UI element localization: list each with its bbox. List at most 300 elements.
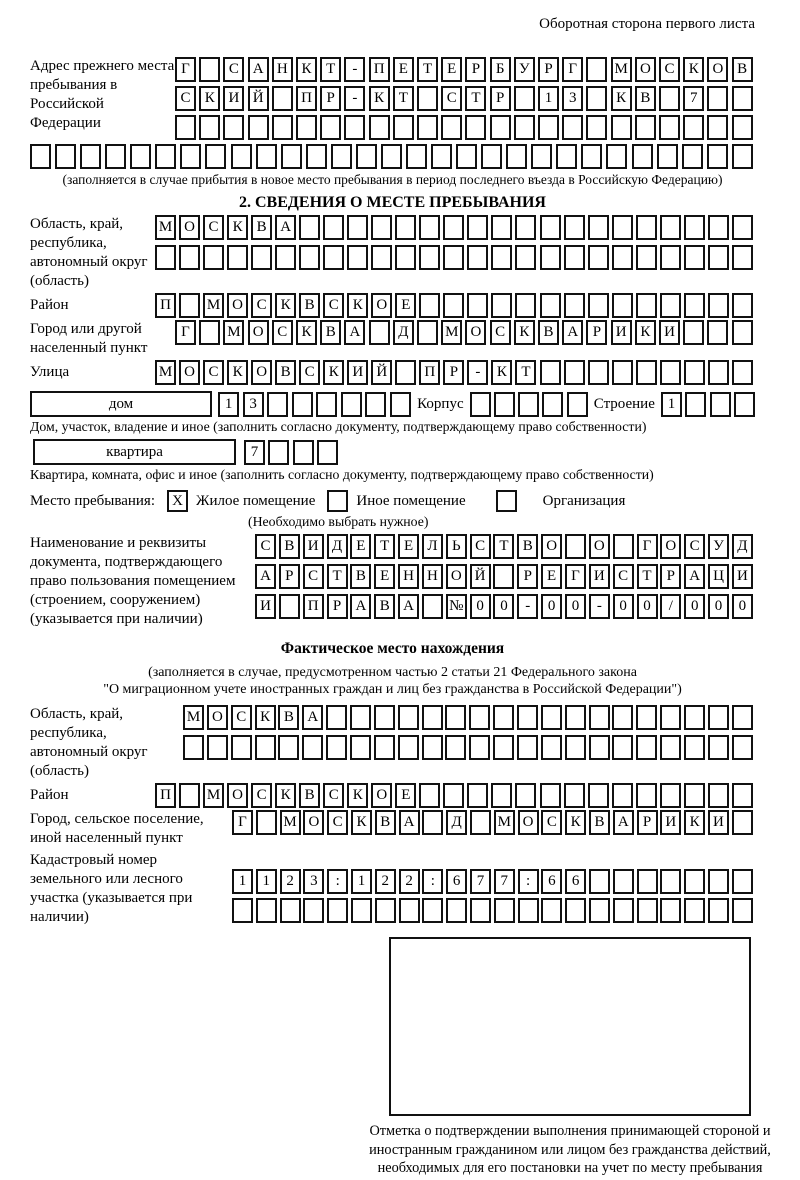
char-cell[interactable] (707, 144, 728, 169)
char-cell[interactable]: Й (470, 564, 491, 589)
char-cell[interactable]: О (541, 534, 562, 559)
char-cell[interactable]: С (272, 320, 293, 345)
char-cell[interactable] (684, 735, 705, 760)
char-cell[interactable]: В (279, 534, 300, 559)
char-cell[interactable] (589, 898, 610, 923)
char-cell[interactable]: П (369, 57, 390, 82)
char-cell[interactable]: М (203, 783, 224, 808)
char-cell[interactable] (179, 783, 200, 808)
char-cell[interactable]: П (155, 783, 176, 808)
char-cell[interactable]: С (470, 534, 491, 559)
char-cell[interactable] (490, 115, 511, 140)
char-cell[interactable] (446, 898, 467, 923)
char-cell[interactable] (588, 245, 609, 270)
char-cell[interactable]: Т (327, 564, 348, 589)
char-cell[interactable] (660, 735, 681, 760)
char-cell[interactable] (280, 898, 301, 923)
char-cell[interactable] (606, 144, 627, 169)
char-cell[interactable] (371, 245, 392, 270)
char-cell[interactable] (493, 705, 514, 730)
char-cell[interactable]: Т (637, 564, 658, 589)
char-cell[interactable]: Г (175, 57, 196, 82)
char-cell[interactable] (708, 293, 729, 318)
char-cell[interactable] (268, 440, 289, 465)
char-cell[interactable] (306, 144, 327, 169)
char-cell[interactable] (538, 115, 559, 140)
char-cell[interactable] (347, 245, 368, 270)
char-cell[interactable] (684, 245, 705, 270)
char-cell[interactable]: В (517, 534, 538, 559)
char-cell[interactable] (565, 735, 586, 760)
char-cell[interactable]: - (344, 86, 365, 111)
char-cell[interactable] (256, 898, 277, 923)
char-cell[interactable] (417, 115, 438, 140)
char-cell[interactable] (256, 144, 277, 169)
char-cell[interactable]: С (299, 360, 320, 385)
char-cell[interactable]: 1 (351, 869, 372, 894)
char-cell[interactable] (636, 735, 657, 760)
char-cell[interactable]: Г (565, 564, 586, 589)
char-cell[interactable]: 7 (470, 869, 491, 894)
char-cell[interactable] (55, 144, 76, 169)
char-cell[interactable]: С (251, 293, 272, 318)
char-cell[interactable]: 1 (232, 869, 253, 894)
char-cell[interactable] (356, 144, 377, 169)
char-cell[interactable] (180, 144, 201, 169)
char-cell[interactable] (369, 115, 390, 140)
char-cell[interactable] (589, 869, 610, 894)
char-cell[interactable] (635, 115, 656, 140)
char-cell[interactable] (467, 245, 488, 270)
char-cell[interactable]: Е (393, 57, 414, 82)
char-cell[interactable]: К (347, 783, 368, 808)
char-cell[interactable]: Г (232, 810, 253, 835)
char-cell[interactable] (381, 144, 402, 169)
char-cell[interactable]: В (275, 360, 296, 385)
char-cell[interactable] (351, 898, 372, 923)
char-cell[interactable] (465, 115, 486, 140)
char-cell[interactable]: С (684, 534, 705, 559)
char-cell[interactable] (223, 115, 244, 140)
char-cell[interactable] (296, 115, 317, 140)
char-cell[interactable]: Р (443, 360, 464, 385)
char-cell[interactable]: И (589, 564, 610, 589)
char-cell[interactable] (281, 144, 302, 169)
char-cell[interactable]: К (635, 320, 656, 345)
char-cell[interactable]: С (203, 215, 224, 240)
char-cell[interactable]: К (296, 57, 317, 82)
char-cell[interactable]: Р (517, 564, 538, 589)
char-cell[interactable] (491, 245, 512, 270)
char-cell[interactable] (683, 320, 704, 345)
char-cell[interactable] (518, 392, 539, 417)
char-cell[interactable] (632, 144, 653, 169)
char-cell[interactable]: Ь (446, 534, 467, 559)
char-cell[interactable] (542, 392, 563, 417)
char-cell[interactable] (612, 360, 633, 385)
char-cell[interactable]: С (613, 564, 634, 589)
char-cell[interactable] (399, 898, 420, 923)
char-cell[interactable] (199, 57, 220, 82)
char-cell[interactable] (369, 320, 390, 345)
char-cell[interactable] (467, 215, 488, 240)
char-cell[interactable]: Н (398, 564, 419, 589)
char-cell[interactable]: Е (395, 783, 416, 808)
char-cell[interactable]: А (398, 594, 419, 619)
char-cell[interactable] (302, 735, 323, 760)
char-cell[interactable]: И (255, 594, 276, 619)
char-cell[interactable]: М (611, 57, 632, 82)
char-cell[interactable]: М (280, 810, 301, 835)
char-cell[interactable] (417, 320, 438, 345)
char-cell[interactable]: В (350, 564, 371, 589)
char-cell[interactable]: 3 (243, 392, 264, 417)
char-cell[interactable] (267, 392, 288, 417)
char-cell[interactable] (732, 293, 753, 318)
char-cell[interactable] (515, 215, 536, 240)
char-cell[interactable] (732, 705, 753, 730)
char-cell[interactable] (130, 144, 151, 169)
char-cell[interactable] (155, 245, 176, 270)
char-cell[interactable]: И (708, 810, 729, 835)
char-cell[interactable]: И (223, 86, 244, 111)
char-cell[interactable] (183, 735, 204, 760)
char-cell[interactable] (326, 735, 347, 760)
char-cell[interactable]: М (203, 293, 224, 318)
char-cell[interactable] (514, 86, 535, 111)
char-cell[interactable] (393, 115, 414, 140)
char-cell[interactable] (248, 115, 269, 140)
char-cell[interactable]: Р (490, 86, 511, 111)
char-cell[interactable] (589, 735, 610, 760)
char-cell[interactable] (227, 245, 248, 270)
char-cell[interactable] (734, 392, 755, 417)
char-cell[interactable]: : (518, 869, 539, 894)
char-cell[interactable] (443, 293, 464, 318)
char-cell[interactable]: Н (422, 564, 443, 589)
char-cell[interactable]: В (320, 320, 341, 345)
char-cell[interactable] (732, 86, 753, 111)
char-cell[interactable]: 1 (256, 869, 277, 894)
char-cell[interactable] (613, 869, 634, 894)
char-cell[interactable]: С (255, 534, 276, 559)
char-cell[interactable]: А (275, 215, 296, 240)
char-cell[interactable] (541, 898, 562, 923)
char-cell[interactable] (540, 245, 561, 270)
char-cell[interactable] (541, 735, 562, 760)
char-cell[interactable]: О (465, 320, 486, 345)
char-cell[interactable] (293, 440, 314, 465)
char-cell[interactable] (564, 293, 585, 318)
char-cell[interactable]: К (491, 360, 512, 385)
char-cell[interactable] (517, 705, 538, 730)
char-cell[interactable]: В (538, 320, 559, 345)
char-cell[interactable] (422, 705, 443, 730)
char-cell[interactable]: А (344, 320, 365, 345)
char-cell[interactable]: Р (538, 57, 559, 82)
char-cell[interactable]: В (278, 705, 299, 730)
char-cell[interactable]: Р (320, 86, 341, 111)
char-cell[interactable]: К (199, 86, 220, 111)
char-cell[interactable] (710, 392, 731, 417)
char-cell[interactable]: Н (272, 57, 293, 82)
char-cell[interactable] (491, 293, 512, 318)
char-cell[interactable] (417, 86, 438, 111)
char-cell[interactable] (707, 115, 728, 140)
char-cell[interactable]: К (611, 86, 632, 111)
char-cell[interactable] (443, 783, 464, 808)
char-cell[interactable] (684, 898, 705, 923)
char-cell[interactable] (494, 898, 515, 923)
char-cell[interactable]: О (251, 360, 272, 385)
char-cell[interactable] (660, 293, 681, 318)
char-cell[interactable]: Р (465, 57, 486, 82)
char-cell[interactable] (203, 245, 224, 270)
char-cell[interactable]: М (494, 810, 515, 835)
char-cell[interactable] (445, 705, 466, 730)
char-cell[interactable]: М (155, 215, 176, 240)
char-cell[interactable] (272, 86, 293, 111)
char-cell[interactable] (565, 898, 586, 923)
char-cell[interactable]: 1 (218, 392, 239, 417)
char-cell[interactable]: № (446, 594, 467, 619)
char-cell[interactable]: С (441, 86, 462, 111)
char-cell[interactable]: О (660, 534, 681, 559)
char-cell[interactable] (685, 392, 706, 417)
char-cell[interactable] (565, 705, 586, 730)
char-cell[interactable] (445, 735, 466, 760)
char-cell[interactable]: К (684, 810, 705, 835)
char-cell[interactable] (556, 144, 577, 169)
char-cell[interactable] (494, 392, 515, 417)
char-cell[interactable] (365, 392, 386, 417)
char-cell[interactable]: 6 (541, 869, 562, 894)
char-cell[interactable]: В (299, 293, 320, 318)
char-cell[interactable]: - (467, 360, 488, 385)
char-cell[interactable]: Т (320, 57, 341, 82)
char-cell[interactable] (344, 115, 365, 140)
char-cell[interactable] (299, 215, 320, 240)
char-cell[interactable]: П (296, 86, 317, 111)
char-cell[interactable]: 2 (280, 869, 301, 894)
char-cell[interactable] (732, 144, 753, 169)
char-cell[interactable]: И (732, 564, 753, 589)
char-cell[interactable] (199, 115, 220, 140)
char-cell[interactable]: О (227, 293, 248, 318)
char-cell[interactable]: Т (465, 86, 486, 111)
char-cell[interactable] (347, 215, 368, 240)
char-cell[interactable] (732, 115, 753, 140)
char-cell[interactable]: К (255, 705, 276, 730)
stay-type-checkbox-residential[interactable]: X (167, 490, 188, 512)
char-cell[interactable] (684, 215, 705, 240)
char-cell[interactable] (586, 86, 607, 111)
char-cell[interactable]: А (562, 320, 583, 345)
char-cell[interactable] (660, 783, 681, 808)
char-cell[interactable]: В (635, 86, 656, 111)
char-cell[interactable] (317, 440, 338, 465)
char-cell[interactable]: О (227, 783, 248, 808)
char-cell[interactable]: О (207, 705, 228, 730)
char-cell[interactable] (564, 245, 585, 270)
char-cell[interactable]: О (179, 215, 200, 240)
char-cell[interactable]: К (323, 360, 344, 385)
char-cell[interactable]: 0 (708, 594, 729, 619)
char-cell[interactable] (374, 705, 395, 730)
char-cell[interactable] (320, 115, 341, 140)
char-cell[interactable] (395, 215, 416, 240)
char-cell[interactable] (469, 735, 490, 760)
char-cell[interactable] (327, 898, 348, 923)
char-cell[interactable] (395, 245, 416, 270)
char-cell[interactable]: - (517, 594, 538, 619)
char-cell[interactable] (612, 245, 633, 270)
char-cell[interactable]: О (179, 360, 200, 385)
char-cell[interactable]: 0 (684, 594, 705, 619)
char-cell[interactable]: С (203, 360, 224, 385)
char-cell[interactable] (272, 115, 293, 140)
char-cell[interactable] (562, 115, 583, 140)
char-cell[interactable] (613, 898, 634, 923)
char-cell[interactable] (256, 810, 277, 835)
char-cell[interactable] (588, 293, 609, 318)
char-cell[interactable] (493, 564, 514, 589)
char-cell[interactable] (443, 215, 464, 240)
char-cell[interactable] (531, 144, 552, 169)
char-cell[interactable] (682, 144, 703, 169)
char-cell[interactable] (588, 215, 609, 240)
char-cell[interactable]: У (708, 534, 729, 559)
char-cell[interactable]: С (659, 57, 680, 82)
char-cell[interactable]: В (251, 215, 272, 240)
char-cell[interactable]: С (541, 810, 562, 835)
char-cell[interactable] (481, 144, 502, 169)
char-cell[interactable]: О (371, 293, 392, 318)
char-cell[interactable]: 3 (303, 869, 324, 894)
char-cell[interactable] (564, 783, 585, 808)
char-cell[interactable]: С (175, 86, 196, 111)
char-cell[interactable]: Е (541, 564, 562, 589)
char-cell[interactable] (231, 735, 252, 760)
char-cell[interactable] (422, 735, 443, 760)
char-cell[interactable] (564, 215, 585, 240)
char-cell[interactable] (375, 898, 396, 923)
char-cell[interactable] (467, 783, 488, 808)
char-cell[interactable] (517, 735, 538, 760)
char-cell[interactable] (155, 144, 176, 169)
char-cell[interactable] (684, 705, 705, 730)
char-cell[interactable] (660, 898, 681, 923)
char-cell[interactable] (469, 705, 490, 730)
char-cell[interactable] (303, 898, 324, 923)
char-cell[interactable] (443, 245, 464, 270)
char-cell[interactable]: 7 (683, 86, 704, 111)
char-cell[interactable] (612, 293, 633, 318)
char-cell[interactable]: 1 (538, 86, 559, 111)
char-cell[interactable]: Т (417, 57, 438, 82)
char-cell[interactable]: К (565, 810, 586, 835)
char-cell[interactable]: К (296, 320, 317, 345)
char-cell[interactable] (707, 320, 728, 345)
char-cell[interactable] (612, 215, 633, 240)
char-cell[interactable] (251, 245, 272, 270)
char-cell[interactable] (732, 320, 753, 345)
char-cell[interactable] (371, 215, 392, 240)
char-cell[interactable] (612, 705, 633, 730)
char-cell[interactable] (80, 144, 101, 169)
char-cell[interactable]: Е (398, 534, 419, 559)
char-cell[interactable] (708, 245, 729, 270)
char-cell[interactable]: Р (660, 564, 681, 589)
char-cell[interactable] (732, 360, 753, 385)
char-cell[interactable]: Д (327, 534, 348, 559)
char-cell[interactable] (732, 735, 753, 760)
char-cell[interactable]: : (422, 869, 443, 894)
char-cell[interactable] (636, 245, 657, 270)
char-cell[interactable] (279, 594, 300, 619)
char-cell[interactable] (660, 705, 681, 730)
char-cell[interactable] (374, 735, 395, 760)
char-cell[interactable] (299, 245, 320, 270)
char-cell[interactable] (105, 144, 126, 169)
char-cell[interactable]: К (227, 360, 248, 385)
char-cell[interactable] (278, 735, 299, 760)
char-cell[interactable] (493, 735, 514, 760)
char-cell[interactable] (613, 534, 634, 559)
char-cell[interactable] (540, 360, 561, 385)
char-cell[interactable]: В (375, 810, 396, 835)
char-cell[interactable] (456, 144, 477, 169)
char-cell[interactable] (422, 898, 443, 923)
char-cell[interactable] (540, 783, 561, 808)
char-cell[interactable]: 0 (565, 594, 586, 619)
char-cell[interactable] (581, 144, 602, 169)
char-cell[interactable] (659, 115, 680, 140)
char-cell[interactable]: Р (279, 564, 300, 589)
char-cell[interactable] (331, 144, 352, 169)
char-cell[interactable] (636, 705, 657, 730)
char-cell[interactable] (732, 215, 753, 240)
char-cell[interactable]: 0 (613, 594, 634, 619)
char-cell[interactable] (515, 293, 536, 318)
char-cell[interactable] (506, 144, 527, 169)
char-cell[interactable] (419, 293, 440, 318)
char-cell[interactable]: И (303, 534, 324, 559)
char-cell[interactable] (636, 783, 657, 808)
char-cell[interactable] (518, 898, 539, 923)
char-cell[interactable]: Е (350, 534, 371, 559)
char-cell[interactable] (708, 898, 729, 923)
char-cell[interactable]: О (446, 564, 467, 589)
char-cell[interactable] (589, 705, 610, 730)
char-cell[interactable]: С (251, 783, 272, 808)
char-cell[interactable] (660, 869, 681, 894)
char-cell[interactable]: О (635, 57, 656, 82)
char-cell[interactable]: К (227, 215, 248, 240)
char-cell[interactable] (232, 898, 253, 923)
char-cell[interactable] (422, 810, 443, 835)
char-cell[interactable]: А (302, 705, 323, 730)
char-cell[interactable] (612, 735, 633, 760)
char-cell[interactable]: В (732, 57, 753, 82)
char-cell[interactable]: В (589, 810, 610, 835)
char-cell[interactable] (515, 783, 536, 808)
char-cell[interactable] (390, 392, 411, 417)
char-cell[interactable] (586, 115, 607, 140)
char-cell[interactable] (419, 215, 440, 240)
char-cell[interactable] (205, 144, 226, 169)
char-cell[interactable] (179, 293, 200, 318)
